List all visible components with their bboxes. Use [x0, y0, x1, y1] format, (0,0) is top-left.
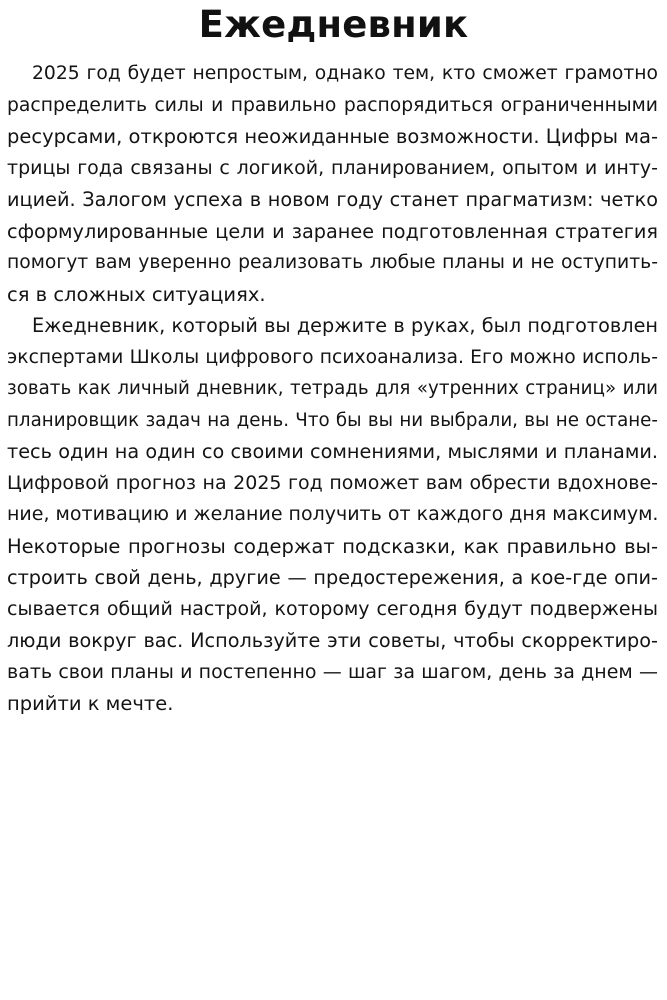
- text-line: прийти к мечте.: [7, 692, 174, 715]
- text-line: зовать как личный дневник, тетрадь для «утренних страниц» или: [7, 378, 658, 399]
- text-line: строить свой день, другие — предостережения, а кое-где опи-: [7, 566, 658, 589]
- text-line: Цифровой прогноз на 2025 год поможет вам обрести вдохнове-: [7, 471, 658, 494]
- text-line: люди вокруг вас. Используйте эти советы, чтобы скорректиро-: [7, 629, 658, 652]
- text-line: распределить силы и правильно распорядиться ограниченными: [7, 94, 658, 116]
- page-title: Ежедневник: [198, 3, 469, 46]
- text-line: трицы года связаны с логикой, планированием, опытом и инту-: [7, 156, 658, 179]
- text-line: экспертами Школы цифрового психоанализа. Его можно исполь-: [7, 346, 658, 368]
- text-line: сформулированные цели и заранее подготовленная стратегия: [7, 219, 658, 243]
- text-line: 2025 год будет непростым, однако тем, кто сможет грамотно: [32, 63, 658, 84]
- text-line: тесь один на один со своими сомнениями, мыслями и планами.: [7, 440, 658, 463]
- text-line: ние, мотивацию и желание получить от каждого дня максимум.: [7, 503, 659, 525]
- text-line: Некоторые прогнозы содержат подсказки, как правильно вы-: [7, 534, 658, 558]
- body-text: [7, 58, 658, 720]
- text-line: сывается общий настрой, которому сегодня будут подвержены: [7, 597, 658, 620]
- text-line: Ежедневник, который вы держите в руках, был подготовлен: [32, 314, 658, 337]
- text-line: вать свои планы и постепенно — шаг за шагом, день за днем —: [7, 660, 658, 683]
- text-line: ся в сложных ситуациях.: [7, 282, 266, 306]
- text-line: ицией. Залогом успеха в новом году станет прагматизм: четко: [7, 188, 658, 211]
- text-line: ресурсами, откроются неожиданные возможности. Цифры ма-: [7, 125, 658, 148]
- text-line: планировщик задач на день. Что бы вы ни выбрали, вы не остане-: [7, 409, 658, 431]
- text-line: помогут вам уверенно реализовать любые планы и не оступить-: [7, 252, 658, 273]
